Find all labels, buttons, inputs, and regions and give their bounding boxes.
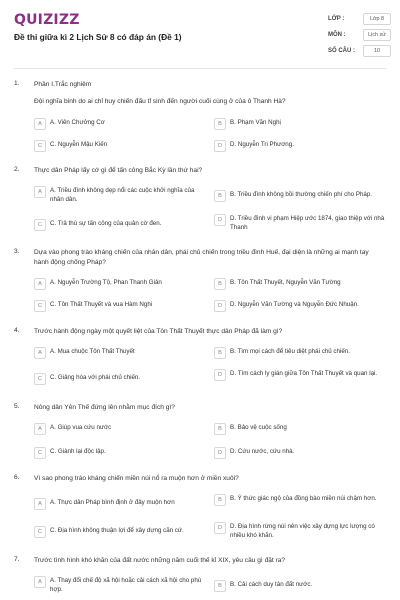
question-number: 4. [14, 327, 20, 334]
quizizz-logo: QUIZIZZ [14, 12, 80, 28]
option-text: B. Cải cách duy tân đất nước. [230, 581, 313, 588]
question-text: Đội nghĩa binh do ai chỉ huy chiến đấu tỉ sinh đến người cuối cùng ở của ô Thanh Hà? [34, 98, 286, 105]
header-divider [14, 68, 386, 69]
question-number: 2. [14, 166, 20, 173]
header [0, 0, 400, 64]
section-heading: Phần I.Trắc nghiệm [34, 81, 92, 88]
question-number: 7. [14, 556, 20, 563]
option-text: B. Tôn Thất Thuyết, Nguyễn Văn Tường [230, 279, 341, 286]
question-text: Vì sao phong trào kháng chiến miền núi nổ ra muộn hơn ở miền xuôi? [34, 475, 239, 482]
option-letter: B [214, 494, 226, 506]
question-number: 5. [14, 403, 20, 410]
option-letter: D [214, 447, 226, 459]
option-letter: B [214, 347, 226, 359]
option-text: A. Viên Chưởng Cơ [50, 119, 105, 126]
option-text: D. Triều đình vi phạm Hiệp ước 1874, giao thiệp với nhà Thanh [230, 215, 385, 231]
option-letter: A [34, 423, 46, 435]
option-letter: B [214, 278, 226, 290]
question-text: Trước tình hình khó khăn của đất nước những năm cuối thế kỉ XIX, yêu cầu gì đặt ra? [34, 557, 286, 564]
option-letter: C [34, 373, 46, 385]
option-letter: C [34, 300, 46, 312]
option-letter: D [214, 140, 226, 152]
option-text: B. Triều đình không bồi thường chiến phí cho Pháp. [230, 191, 373, 198]
option-text: D. Địa hình rừng núi nên việc xây dựng lực lượng có nhiều khó khăn. [230, 523, 375, 539]
question-number: 1. [14, 80, 20, 87]
option-text: A. Mua chuộc Tôn Thất Thuyết [50, 348, 135, 355]
question-number: 6. [14, 474, 20, 481]
subject-label: MÔN : [328, 32, 346, 38]
option-letter: C [34, 219, 46, 231]
option-text: D. Nguyễn Văn Tường và Nguyễn Đức Nhuận. [230, 301, 359, 308]
document-title: Đề thi giữa kì 2 Lịch Sử 8 có đáp án (Đề 1) [14, 32, 182, 42]
option-letter: A [34, 186, 46, 198]
option-letter: A [34, 576, 46, 588]
question-text: Dựa vào phong trào kháng chiến của nhân dân, phái chủ chiến trong triều đình Huế, đại diện là những ai mạnh tay hành động chống Pháp? [34, 249, 369, 266]
option-text: B. Tìm mọi cách để tiêu diệt phái chủ chiến. [230, 348, 350, 355]
option-text: C. Nguyễn Mậu Kiến [50, 141, 108, 148]
option-text: B. Phạm Văn Nghị [230, 119, 281, 126]
option-letter: B [214, 118, 226, 130]
option-letter: D [214, 300, 226, 312]
option-letter: B [214, 423, 226, 435]
option-text: C. Trả thù sự tấn công của quân cờ đen. [50, 220, 162, 227]
option-text: A. Triều đình không dẹp nổi các cuộc khởi nghĩa của nhân dân. [50, 187, 195, 203]
option-text: C. Tôn Thất Thuyết và vua Hàm Nghi [50, 301, 153, 308]
option-text: C. Giành lại độc lập. [50, 448, 106, 455]
option-letter: A [34, 278, 46, 290]
option-letter: C [34, 140, 46, 152]
option-letter: B [214, 190, 226, 202]
option-letter: D [214, 214, 226, 226]
question-number: 3. [14, 248, 20, 255]
option-letter: D [214, 369, 226, 381]
option-letter: D [214, 522, 226, 534]
option-text: D. Cứu nước, cứu nhà. [230, 448, 295, 455]
class-label: LỚP : [328, 16, 345, 22]
option-text: A. Giúp vua cứu nước [50, 424, 112, 431]
option-letter: B [214, 580, 226, 592]
subject-value: Lịch sử [363, 29, 391, 41]
option-letter: A [34, 347, 46, 359]
question-text: Nông dân Yên Thế đứng lên nhằm mục đích gì? [34, 404, 175, 411]
question-count-label: SỐ CÂU : [328, 48, 355, 54]
option-text: A. Nguyễn Trường Tộ, Phan Thanh Giản [50, 279, 162, 286]
option-text: B. Bảo vệ cuộc sống [230, 424, 287, 431]
option-letter: A [34, 118, 46, 130]
option-text: D. Tìm cách ly gián giữa Tôn Thất Thuyết và quan lại. [230, 370, 378, 377]
option-letter: A [34, 498, 46, 510]
option-text: B. Ý thức giác ngộ của đồng bào miền núi chậm hơn. [230, 495, 377, 502]
option-letter: C [34, 526, 46, 538]
class-value: Lớp 8 [363, 13, 391, 25]
option-text: D. Nguyễn Tri Phương. [230, 141, 294, 148]
question-text: Thực dân Pháp lấy cớ gì để tấn công Bắc Kỳ lần thứ hai? [34, 167, 203, 174]
question-text: Trước hành động ngày một quyết liệt của Tôn Thất Thuyết thực dân Pháp đã làm gì? [34, 328, 283, 335]
question-count-value: 10 [363, 45, 391, 57]
option-text: A. Thực dân Pháp bình định ở đây muộn hơn [50, 499, 175, 506]
option-text: A. Thay đổi chế độ xã hội hoặc cải cách xã hội cho phù hợp. [50, 577, 202, 593]
option-text: C. Giảng hòa với phái chủ chiến. [50, 374, 141, 381]
option-text: C. Địa hình không thuận lợi để xây dựng căn cứ. [50, 527, 184, 534]
option-letter: C [34, 447, 46, 459]
